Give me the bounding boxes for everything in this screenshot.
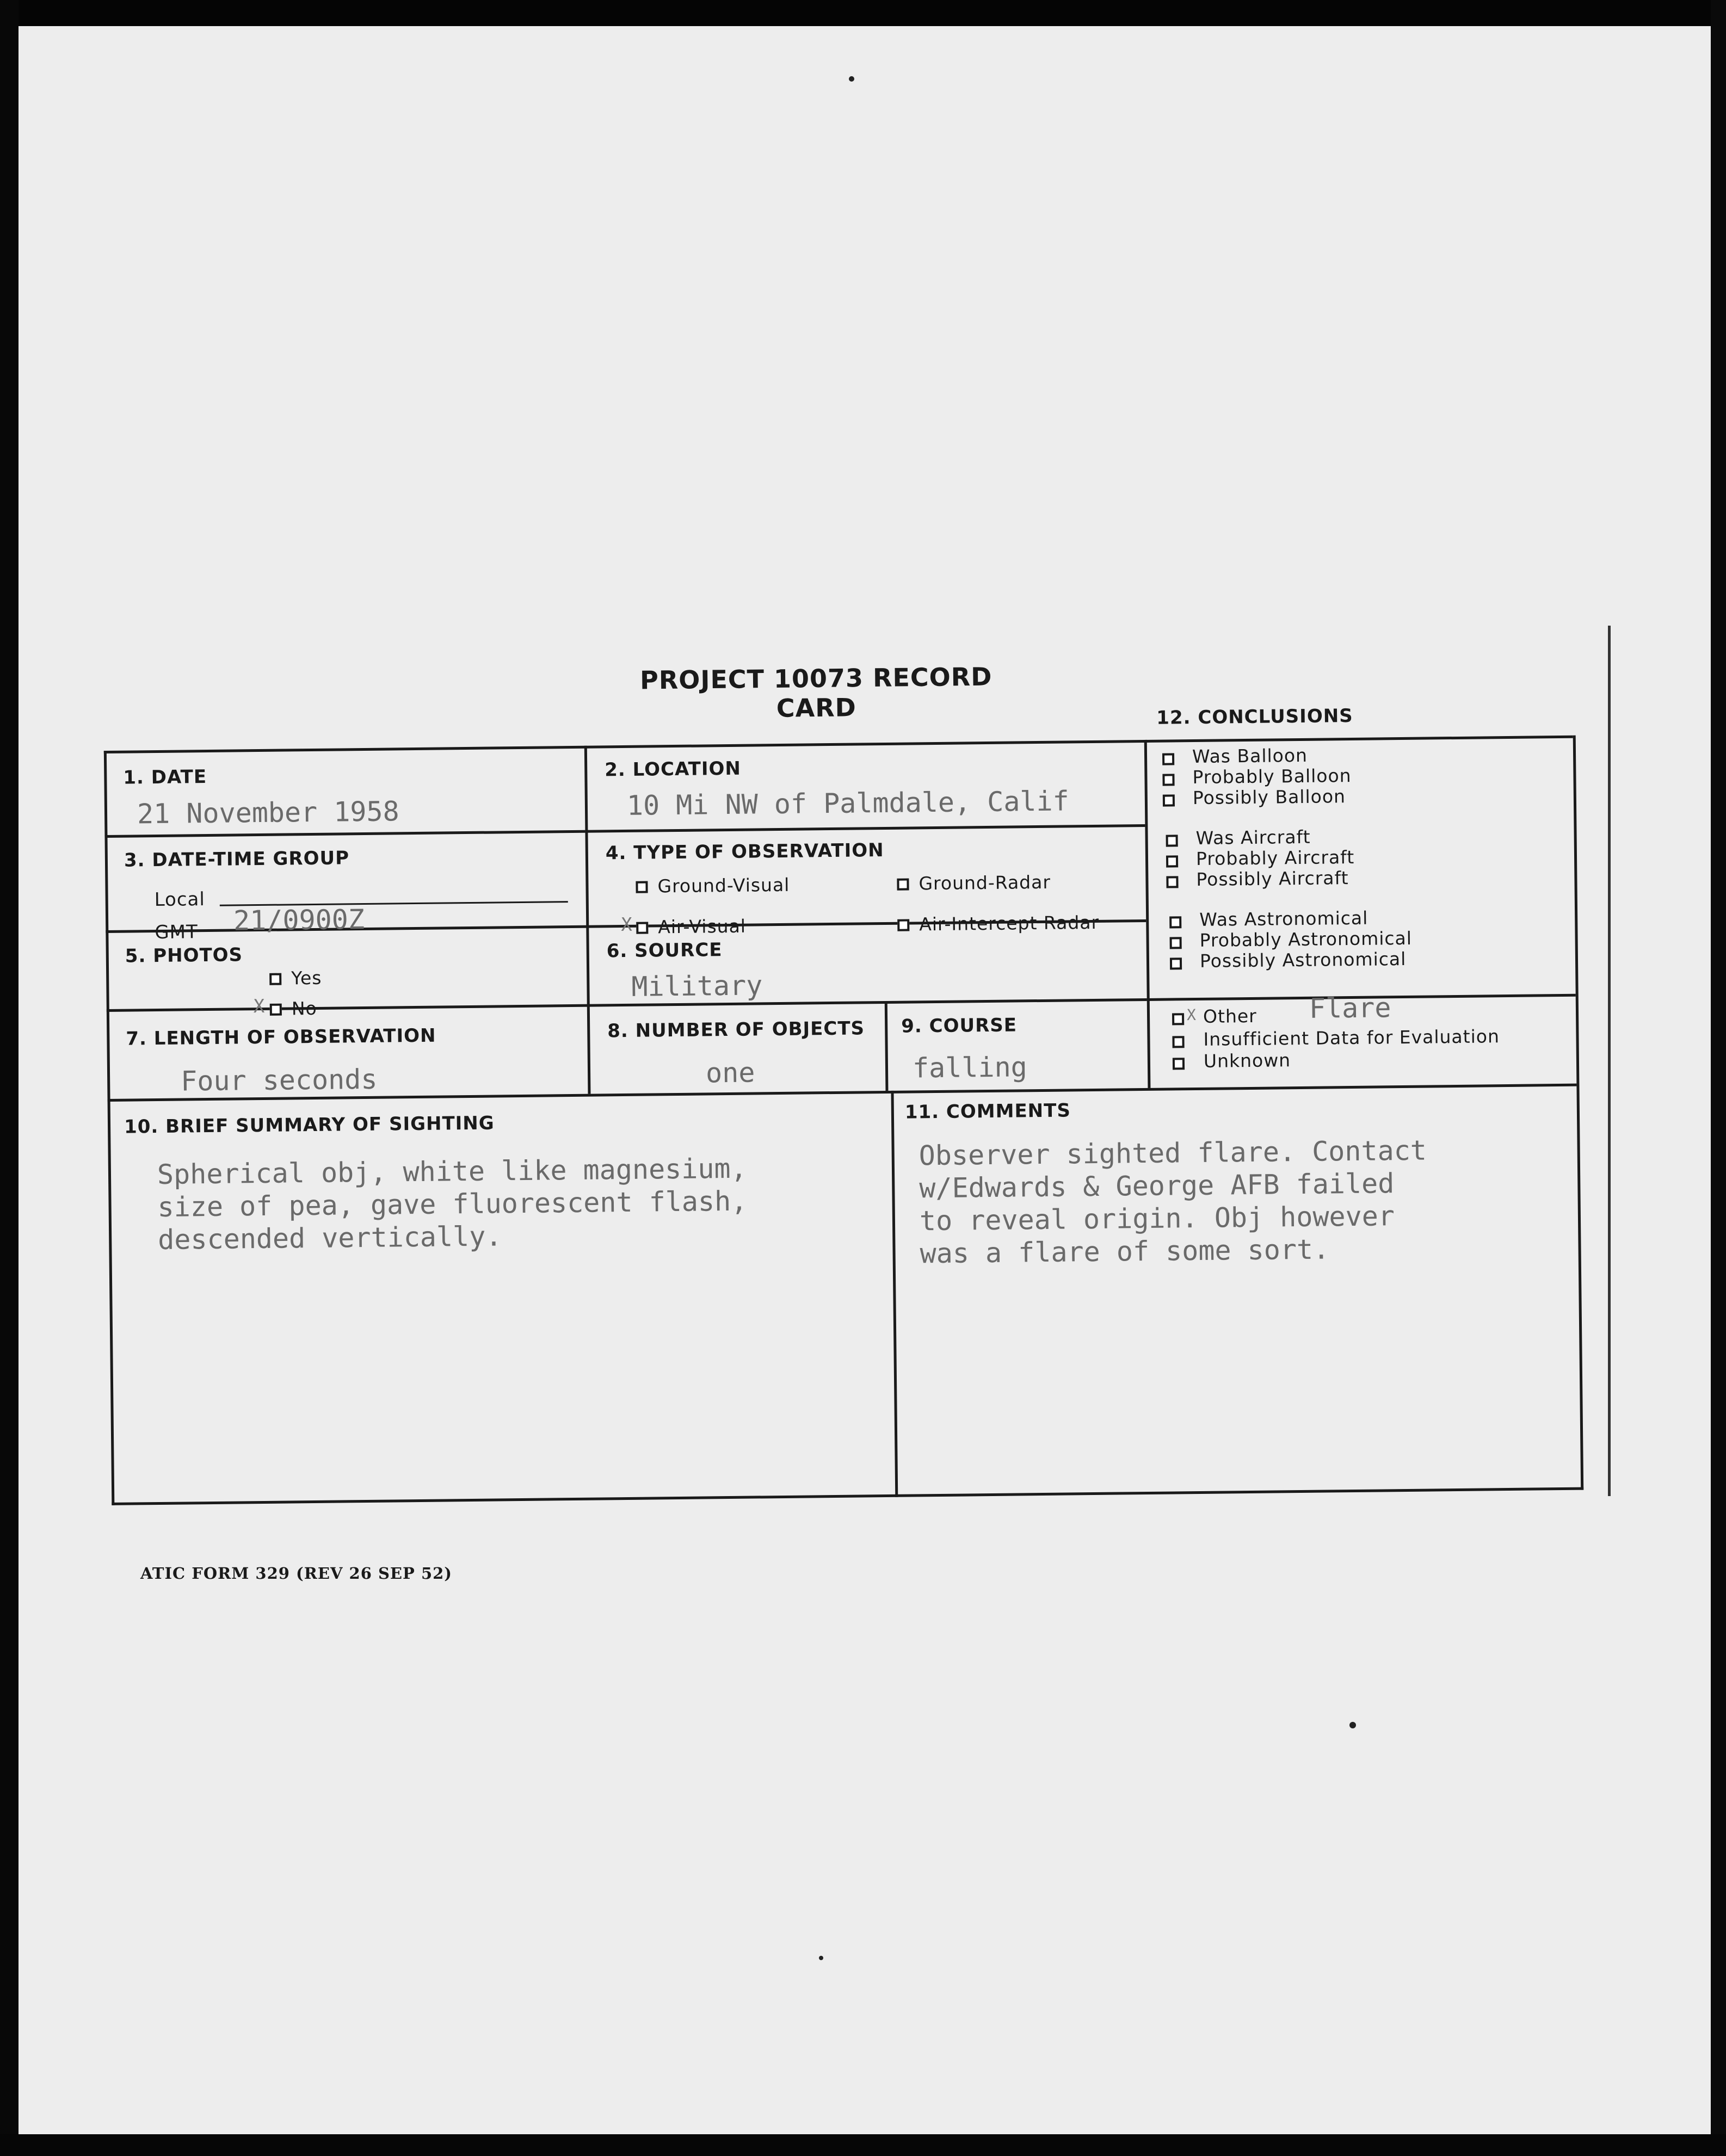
unknown-checkbox[interactable]: [1173, 1058, 1185, 1070]
photos-label: 5. PHOTOS: [125, 944, 243, 967]
photos-no-label: No: [291, 997, 317, 1020]
insufficient-data-checkbox[interactable]: [1172, 1036, 1184, 1048]
was-balloon-label: Was Balloon: [1192, 744, 1308, 768]
was-astronomical-label: Was Astronomical: [1199, 907, 1369, 930]
was-aircraft-label: Was Aircraft: [1195, 826, 1311, 849]
probably-balloon-label: Probably Balloon: [1192, 764, 1352, 788]
probably-astronomical-checkbox[interactable]: [1170, 937, 1182, 949]
photos-no-checkbox[interactable]: [270, 1004, 282, 1016]
dtg-label: 3. DATE-TIME GROUP: [124, 847, 350, 872]
divider-summary-comments: [891, 1091, 898, 1497]
form-identifier: ATIC FORM 329 (REV 26 SEP 52): [140, 1564, 453, 1583]
card-title: PROJECT 10073 RECORD CARD: [639, 662, 993, 723]
summary-text: Spherical obj, white like magnesium, size of pea, gave fluorescent flash, descended vertically.: [157, 1152, 748, 1256]
was-balloon-checkbox[interactable]: [1162, 753, 1174, 765]
film-border-top: [0, 0, 1726, 26]
probably-balloon-checkbox[interactable]: [1162, 774, 1174, 786]
photos-yes-label: Yes: [291, 967, 322, 989]
air-intercept-radar-checkbox[interactable]: [897, 919, 909, 931]
possibly-balloon-checkbox[interactable]: [1163, 794, 1175, 806]
air-visual-checkmark: X: [621, 913, 632, 936]
dust-speck: [1349, 1722, 1356, 1728]
course-value: falling: [912, 1051, 1028, 1084]
summary-label: 10. BRIEF SUMMARY OF SIGHTING: [124, 1112, 495, 1138]
insufficient-data-label: Insufficient Data for Evaluation: [1203, 1026, 1500, 1050]
scan-edge-line: [1608, 626, 1611, 1496]
probably-aircraft-label: Probably Aircraft: [1195, 846, 1355, 869]
possibly-astronomical-label: Possibly Astronomical: [1199, 948, 1407, 972]
course-label: 9. COURSE: [901, 1014, 1018, 1037]
divider-row-location: [585, 824, 1145, 833]
objects-label: 8. NUMBER OF OBJECTS: [607, 1017, 865, 1042]
dust-speck: [819, 1956, 823, 1960]
source-label: 6. SOURCE: [606, 939, 723, 962]
air-visual-label: Air-Visual: [658, 915, 747, 938]
card-border-top: [104, 736, 1573, 753]
divider-objects-course: [885, 1001, 889, 1091]
other-label: Other: [1203, 1005, 1257, 1027]
local-label: Local: [154, 888, 206, 911]
film-border-bottom: [0, 2134, 1726, 2156]
gmt-value: 21/0900Z: [233, 903, 365, 937]
photos-no-checkmark: X: [253, 995, 265, 1018]
was-aircraft-checkbox[interactable]: [1166, 835, 1178, 847]
gmt-label: GMT: [155, 921, 198, 944]
was-astronomical-checkbox[interactable]: [1169, 916, 1181, 928]
ground-radar-checkbox[interactable]: [897, 879, 909, 891]
dust-speck: [849, 76, 854, 82]
comments-label: 11. COMMENTS: [904, 1099, 1071, 1123]
objects-value: one: [705, 1057, 755, 1089]
divider-col-1: [584, 746, 591, 1094]
air-visual-checkbox[interactable]: [636, 922, 648, 934]
date-label: 1. DATE: [123, 766, 207, 789]
location-label: 2. LOCATION: [605, 757, 742, 781]
length-label: 7. LENGTH OF OBSERVATION: [126, 1024, 436, 1050]
record-card: [103, 692, 1581, 1507]
other-value: Flare: [1309, 992, 1391, 1024]
other-checkmark: X: [1186, 1006, 1197, 1024]
conclusions-label: 12. CONCLUSIONS: [1156, 705, 1353, 729]
probably-astronomical-label: Probably Astronomical: [1199, 927, 1413, 951]
ground-visual-label: Ground-Visual: [657, 874, 790, 897]
ground-radar-label: Ground-Radar: [919, 871, 1051, 894]
date-value: 21 November 1958: [137, 795, 399, 830]
location-value: 10 Mi NW of Palmdale, Calif: [626, 785, 1069, 821]
photos-yes-checkbox[interactable]: [269, 973, 281, 985]
observation-type-label: 4. TYPE OF OBSERVATION: [605, 839, 884, 864]
other-checkbox[interactable]: [1172, 1013, 1184, 1025]
comments-text: Observer sighted flare. Contact w/Edwards & George AFB failed to reveal origin. Obj however was a flare of some sort.: [919, 1134, 1427, 1270]
possibly-astronomical-checkbox[interactable]: [1170, 957, 1182, 969]
possibly-aircraft-label: Possibly Aircraft: [1196, 867, 1349, 890]
film-border-right: [1711, 0, 1726, 2156]
possibly-aircraft-checkbox[interactable]: [1166, 876, 1178, 888]
source-value: Military: [631, 969, 763, 1003]
possibly-balloon-label: Possibly Balloon: [1192, 786, 1346, 809]
air-intercept-radar-label: Air-Intercept Radar: [919, 911, 1100, 935]
ground-visual-checkbox[interactable]: [636, 881, 648, 893]
divider-col-conclusions: [1144, 740, 1151, 1088]
length-value: Four seconds: [180, 1063, 378, 1097]
unknown-label: Unknown: [1203, 1049, 1291, 1072]
film-border-left: [0, 0, 19, 2156]
probably-aircraft-checkbox[interactable]: [1166, 855, 1178, 867]
divider-row-date: [104, 830, 585, 838]
